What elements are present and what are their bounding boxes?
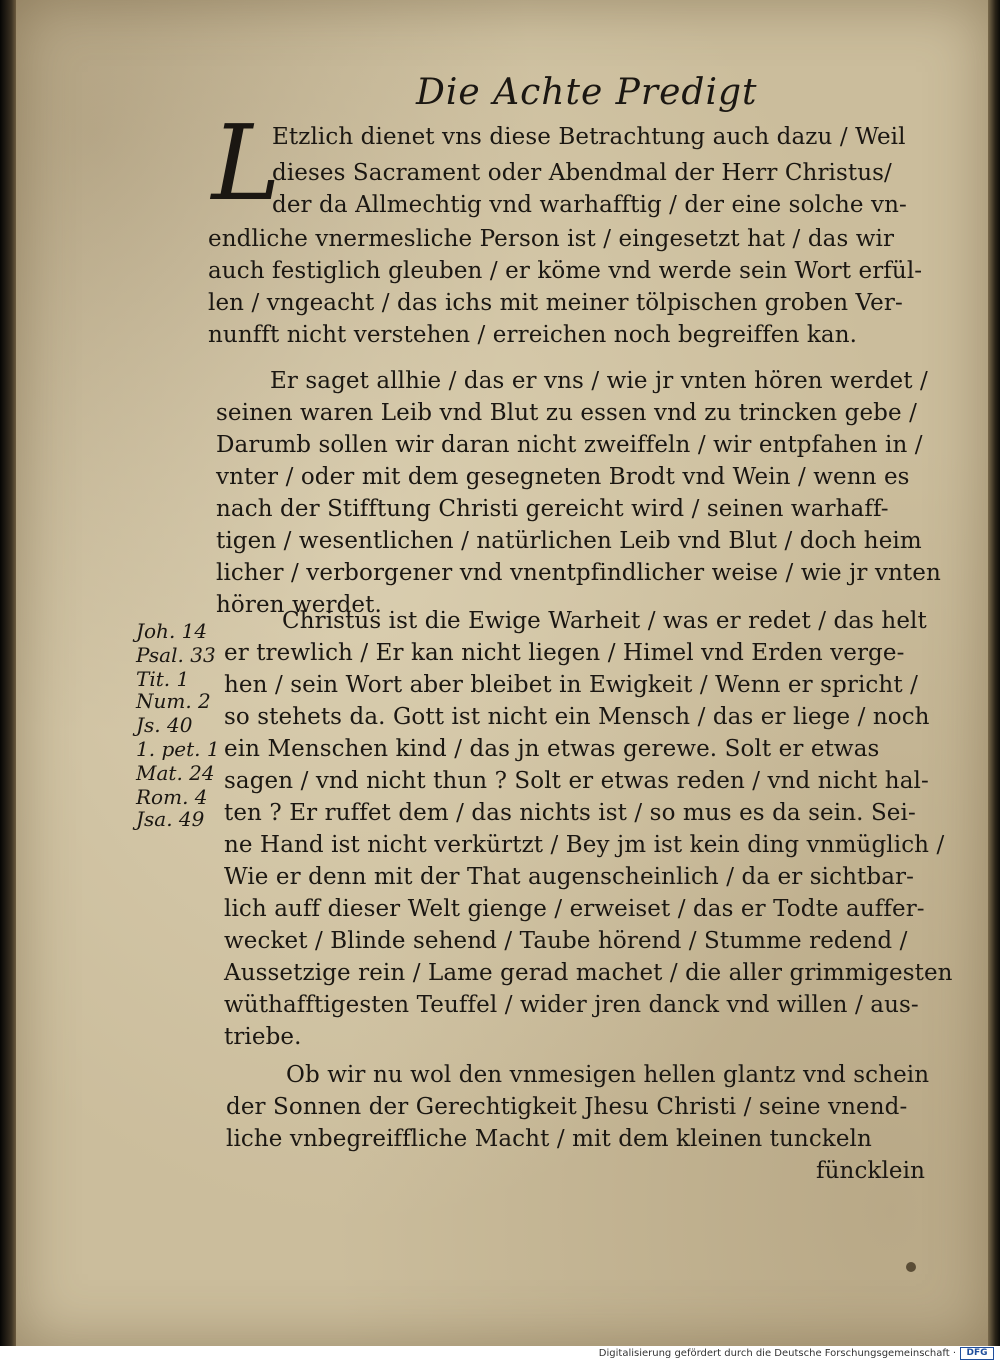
text-line: auch festiglich gleuben / er köme vnd werde sein Wort erfül- [208, 258, 923, 284]
text-line: lich auff dieser Welt gienge / erweiset / das er Todte auffer- [224, 896, 925, 922]
text-line: so stehets da. Gott ist nicht ein Mensch / das er liege / noch [224, 704, 930, 730]
paper-blemish [906, 1262, 916, 1272]
text-line: endliche vnermesliche Person ist / eingesetzt hat / das wir [208, 226, 895, 252]
text-line: nach der Stifftung Christi gereicht wird / seinen warhaff- [216, 496, 889, 522]
margin-note: Jsa. 49 [136, 807, 205, 831]
text-line: hören werdet. [216, 592, 382, 618]
dfg-logo: DFG [960, 1347, 994, 1360]
text-line: licher / verborgener vnd vnentpfindlicher weise / wie jr vnten [216, 560, 941, 586]
text-line: Christus ist die Ewige Warheit / was er redet / das helt [282, 608, 927, 634]
margin-note: Tit. 1 [136, 667, 190, 691]
text-line: Darumb sollen wir daran nicht zweiffeln / wir entpfahen in / [216, 432, 923, 458]
margin-note: Joh. 14 [136, 619, 208, 643]
catchword: füncklein [816, 1158, 925, 1184]
text-line: er trewlich / Er kan nicht liegen / Himel vnd Erden verge- [224, 640, 905, 666]
text-line: wüthafftigesten Teuffel / wider jren danck vnd willen / aus- [224, 992, 919, 1018]
margin-note: Psal. 33 [136, 643, 216, 667]
text-line: hen / sein Wort aber bleibet in Ewigkeit / Wenn er spricht / [224, 672, 918, 698]
footer-bar [0, 1346, 1000, 1361]
drop-cap: L [211, 102, 281, 224]
text-line: len / vngeacht / das ichs mit meiner tölpischen groben Ver- [208, 290, 903, 316]
text-line: tigen / wesentlichen / natürlichen Leib vnd Blut / doch heim [216, 528, 922, 554]
dfg-credit-text: Digitalisierung gefördert durch die Deutsche Forschungsgemeinschaft · [598, 1348, 956, 1359]
text-line: dieses Sacrament oder Abendmal der Herr Christus/ [272, 160, 892, 186]
text-line: Wie er denn mit der That augenscheinlich / da er sichtbar- [224, 864, 914, 890]
text-line: ein Menschen kind / das jn etwas gerewe. Solt er etwas [224, 736, 880, 762]
running-head: Die Achte Predigt [416, 72, 758, 113]
margin-note: 1. pet. 1 [136, 737, 220, 761]
text-line: wecket / Blinde sehend / Taube hörend / Stumme redend / [224, 928, 908, 954]
text-line: vnter / oder mit dem gesegneten Brodt vnd Wein / wenn es [216, 464, 910, 490]
margin-note: Num. 2 [136, 689, 211, 713]
text-line: der da Allmechtig vnd warhafftig / der eine solche vn- [272, 192, 907, 218]
text-line: ne Hand ist nicht verkürtzt / Bey jm ist kein ding vnmüglich / [224, 832, 945, 858]
margin-note: Rom. 4 [136, 785, 208, 809]
scan-edge-right [988, 0, 1000, 1346]
text-line: Er saget allhie / das er vns / wie jr vnten hören werdet / [270, 368, 928, 394]
text-line: sagen / vnd nicht thun ? Solt er etwas reden / vnd nicht hal- [224, 768, 929, 794]
margin-note: Mat. 24 [136, 761, 215, 785]
text-line: Ob wir nu wol den vnmesigen hellen glantz vnd schein [286, 1062, 930, 1088]
text-line: Aussetzige rein / Lame gerad machet / die aller grimmigesten [224, 960, 953, 986]
text-line: triebe. [224, 1024, 302, 1050]
text-line: seinen waren Leib vnd Blut zu essen vnd zu trincken gebe / [216, 400, 917, 426]
margin-note: Js. 40 [136, 713, 193, 737]
book-page [16, 0, 988, 1346]
text-line: nunfft nicht verstehen / erreichen noch begreiffen kan. [208, 322, 858, 348]
text-line: liche vnbegreiffliche Macht / mit dem kleinen tunckeln [226, 1126, 872, 1152]
text-line: der Sonnen der Gerechtigkeit Jhesu Christi / seine vnend- [226, 1094, 908, 1120]
text-line: ten ? Er ruffet dem / das nichts ist / so mus es da sein. Sei- [224, 800, 916, 826]
scan-edge-left [0, 0, 16, 1346]
text-line: Etzlich dienet vns diese Betrachtung auch dazu / Weil [272, 124, 906, 150]
